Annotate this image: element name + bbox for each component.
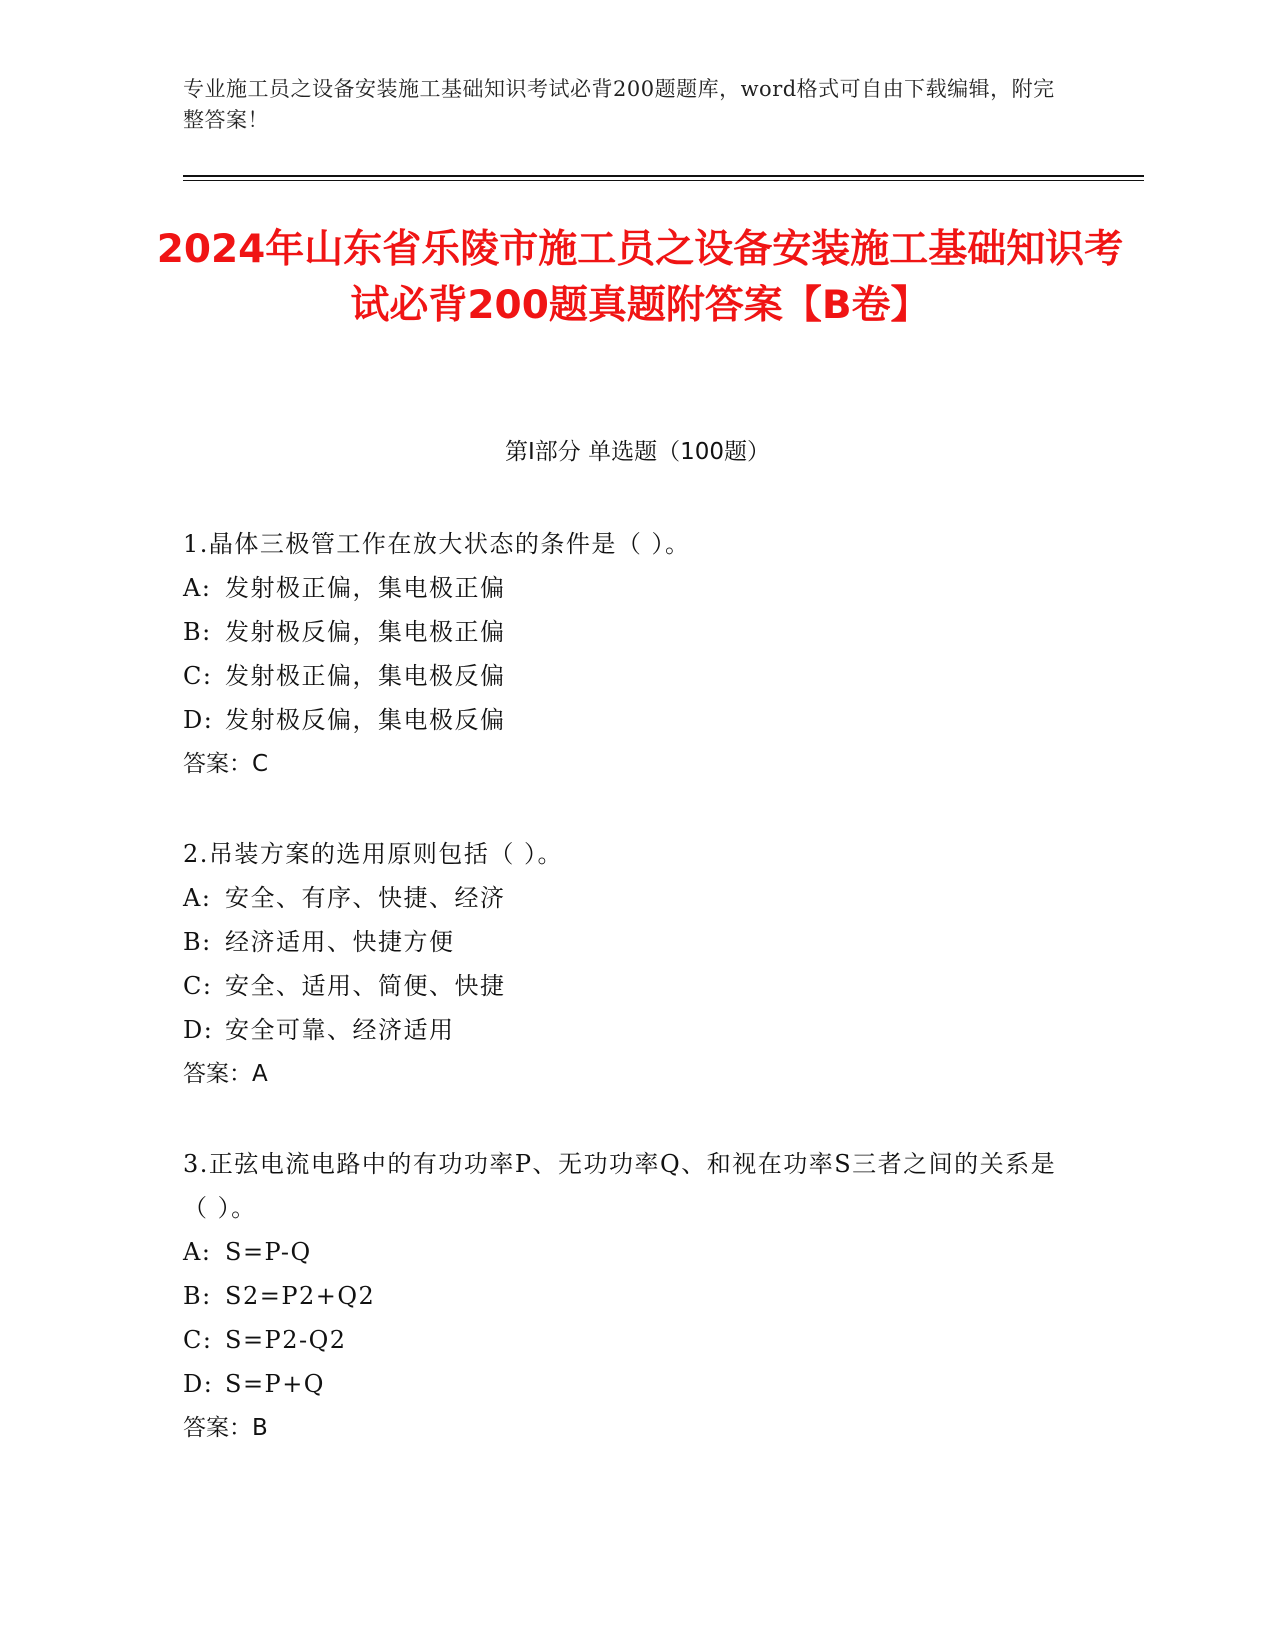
option-text: 安全可靠、经济适用: [225, 1016, 455, 1044]
question-stem: 2.吊装方案的选用原则包括（ ）。: [183, 840, 564, 868]
option-d: [183, 1362, 1063, 1406]
option-c: [183, 964, 1063, 1008]
option-text: 发射极正偏，集电极正偏: [225, 574, 506, 602]
option-key: A:: [183, 574, 212, 602]
question-list: [183, 522, 1063, 1496]
option-text: S2=P2+Q2: [225, 1282, 376, 1310]
option-key: C:: [183, 972, 213, 1000]
document-title: 2024年山东省乐陵市施工员之设备安装施工基础知识考试必背200题真题附答案【B卷】: [156, 227, 1124, 328]
option-b: [183, 920, 1063, 964]
question-1: [183, 522, 1063, 786]
option-key: A:: [183, 884, 212, 912]
option-b: [183, 1274, 1063, 1318]
option-text: S=P+Q: [225, 1370, 325, 1398]
question-2: [183, 832, 1063, 1096]
option-key: B:: [183, 618, 212, 646]
option-text: 发射极反偏，集电极反偏: [225, 706, 506, 734]
option-d: [183, 1008, 1063, 1052]
option-b: [183, 610, 1063, 654]
option-key: B:: [183, 1282, 212, 1310]
question-3: [183, 1142, 1063, 1450]
option-key: D:: [183, 1370, 214, 1398]
option-c: [183, 1318, 1063, 1362]
option-a: [183, 876, 1063, 920]
option-a: [183, 566, 1063, 610]
option-key: B:: [183, 928, 212, 956]
header-note: 专业施工员之设备安装施工基础知识考试必背200题题库，word格式可自由下载编辑，附完整答案！: [183, 77, 1055, 132]
answer-line: 答案：B: [183, 1415, 268, 1441]
header-divider-thin: [183, 180, 1144, 181]
option-c: [183, 654, 1063, 698]
option-text: S=P-Q: [225, 1238, 312, 1266]
option-key: D:: [183, 1016, 214, 1044]
option-text: 安全、有序、快捷、经济: [225, 884, 506, 912]
option-a: [183, 1230, 1063, 1274]
question-stem: 3.正弦电流电路中的有功功率P、无功功率Q、和视在功率S三者之间的关系是（ ）。: [183, 1150, 1057, 1222]
answer-line: 答案：C: [183, 751, 269, 777]
header-divider-thick: [183, 175, 1144, 177]
option-text: 发射极正偏，集电极反偏: [225, 662, 506, 690]
option-text: S=P2-Q2: [225, 1326, 347, 1354]
answer-line: 答案：A: [183, 1061, 268, 1087]
option-text: 安全、适用、简便、快捷: [225, 972, 506, 1000]
option-text: 发射极反偏，集电极正偏: [225, 618, 506, 646]
option-key: C:: [183, 1326, 213, 1354]
option-d: [183, 698, 1063, 742]
option-key: A:: [183, 1238, 212, 1266]
option-key: D:: [183, 706, 214, 734]
question-stem: 1.晶体三极管工作在放大状态的条件是（ ）。: [183, 530, 691, 558]
option-text: 经济适用、快捷方便: [225, 928, 455, 956]
section-heading: 第I部分 单选题（100题）: [505, 439, 770, 465]
option-key: C:: [183, 662, 213, 690]
